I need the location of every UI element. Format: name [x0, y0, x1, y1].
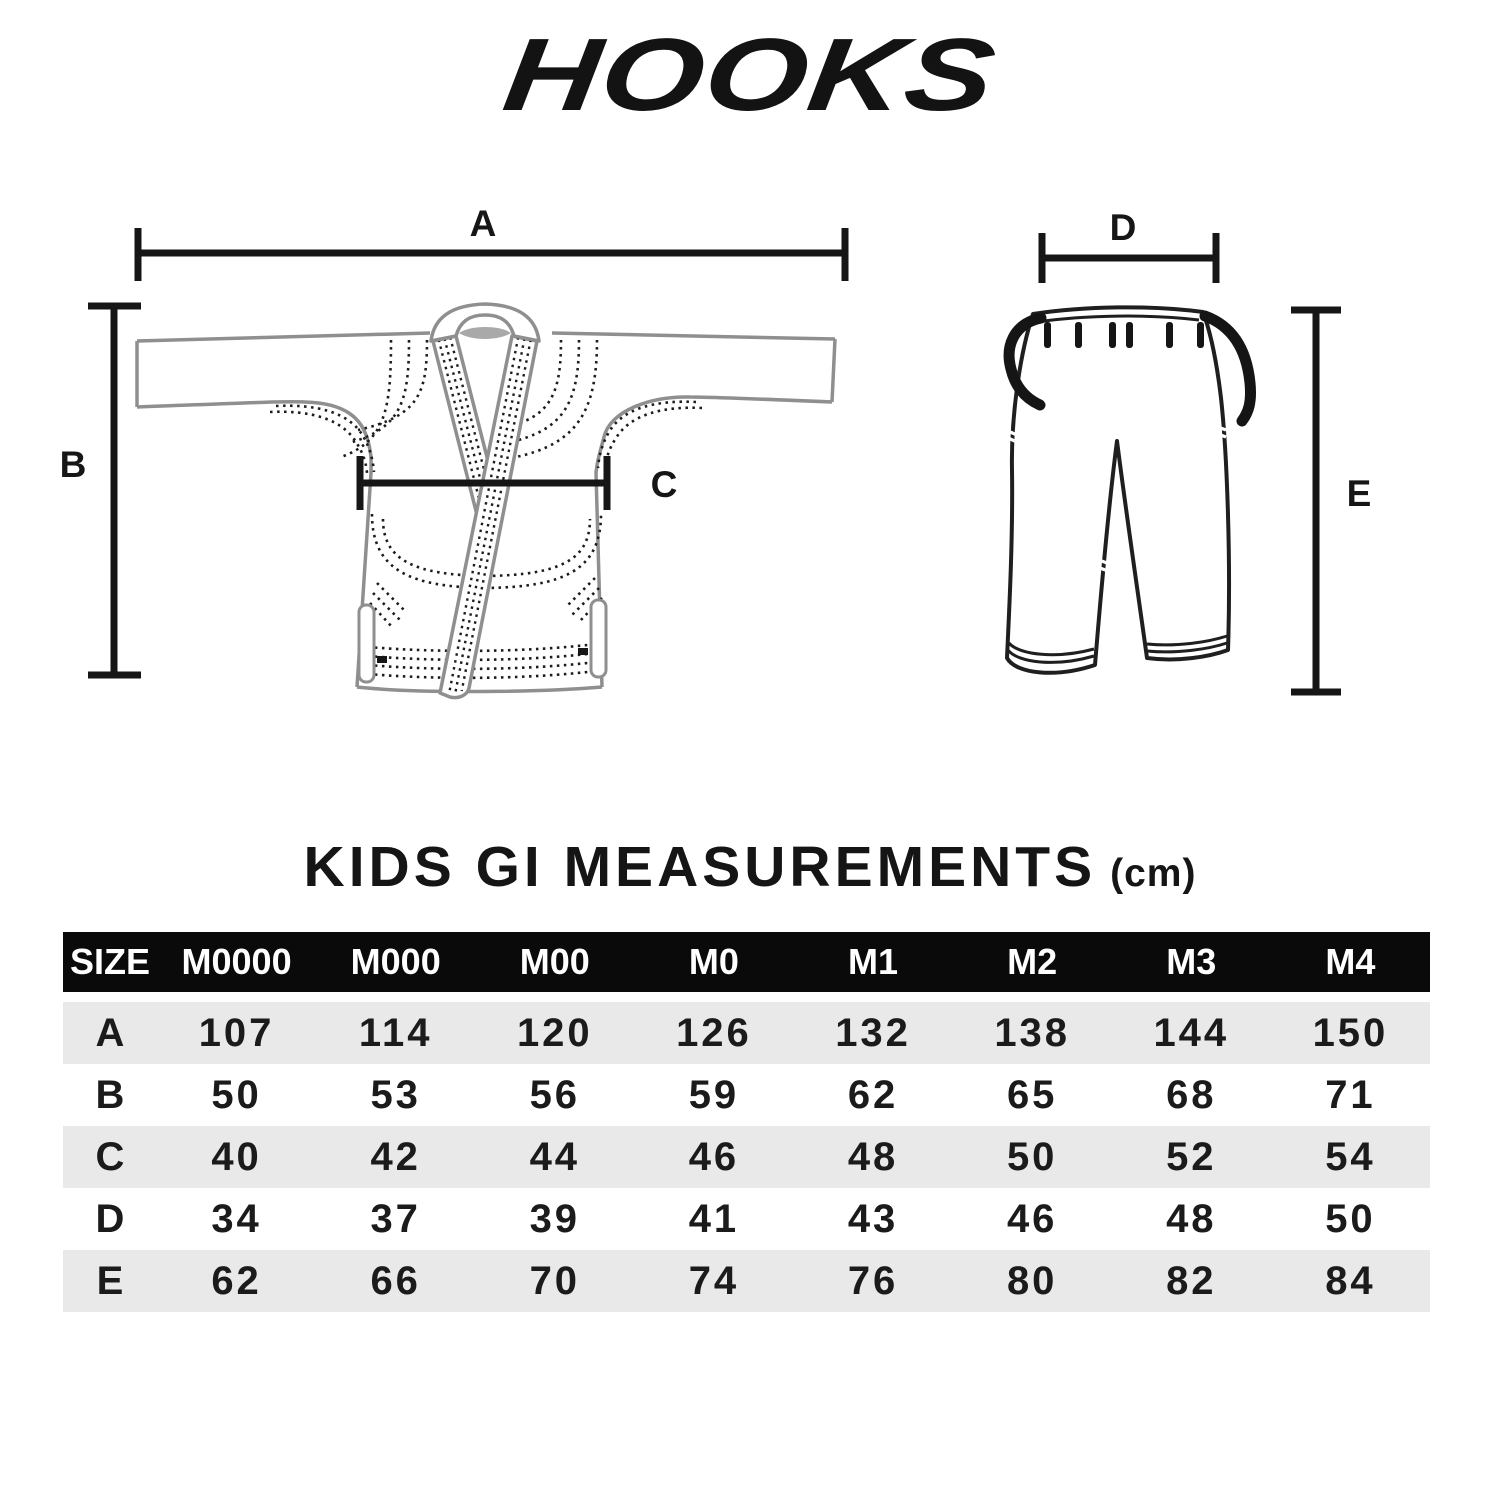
table-row [63, 1188, 1430, 1250]
cell-value: 46 [688, 1134, 740, 1179]
table-body [63, 1002, 1430, 1312]
section-title [0, 834, 1500, 900]
cell-value: 46 [1006, 1196, 1058, 1241]
cell-value: 54 [1325, 1134, 1376, 1179]
cell-value: 62 [211, 1258, 262, 1303]
col-header: M0 [688, 941, 739, 982]
col-header: M3 [1166, 941, 1217, 982]
cell-value: 74 [688, 1258, 740, 1303]
cell-value: 82 [1166, 1258, 1217, 1303]
gi-pants-drawing [1007, 307, 1251, 672]
row-label: A [95, 1010, 125, 1055]
cell-value: 59 [688, 1072, 740, 1117]
col-header: M2 [1007, 941, 1058, 982]
cell-value: 41 [688, 1196, 740, 1241]
cell-value: 80 [1006, 1258, 1058, 1303]
table-header-row [63, 932, 1430, 992]
cell-value: 43 [847, 1196, 899, 1241]
row-label: E [96, 1258, 124, 1303]
cell-value: 52 [1166, 1134, 1217, 1179]
cell-value: 132 [835, 1010, 911, 1055]
cell-value: 71 [1325, 1072, 1376, 1117]
table-row [63, 1002, 1430, 1064]
label-c: C [650, 464, 678, 505]
cell-value: 48 [847, 1134, 899, 1179]
measurement-diagram [0, 180, 1500, 740]
cell-value: 66 [370, 1258, 421, 1303]
table-row [63, 1064, 1430, 1126]
cell-value: 50 [1006, 1134, 1058, 1179]
gi-jacket-drawing [137, 304, 835, 698]
cell-value: 126 [676, 1010, 752, 1055]
col-header: M1 [848, 941, 899, 982]
cell-value: 39 [529, 1196, 581, 1241]
cell-value: 150 [1312, 1010, 1389, 1055]
label-e: E [1346, 473, 1372, 514]
cell-value: 138 [994, 1010, 1071, 1055]
cell-value: 144 [1153, 1010, 1230, 1055]
col-header: M0000 [181, 941, 292, 982]
cell-value: 120 [516, 1010, 593, 1055]
cell-value: 40 [211, 1134, 262, 1179]
col-header: M4 [1325, 941, 1376, 982]
label-d: D [1109, 207, 1137, 248]
table-row [63, 1250, 1430, 1312]
cell-value: 34 [211, 1196, 262, 1241]
cell-value: 48 [1166, 1196, 1217, 1241]
cell-value: 37 [370, 1196, 421, 1241]
cell-value: 62 [847, 1072, 899, 1117]
col-header: M000 [350, 941, 441, 982]
cell-value: 44 [529, 1134, 581, 1179]
cell-value: 107 [198, 1010, 275, 1055]
brand-logo: HOOKS [497, 17, 1003, 132]
cell-value: 76 [847, 1258, 899, 1303]
row-label: D [95, 1196, 125, 1241]
label-a: A [469, 203, 497, 244]
cell-value: 56 [529, 1072, 581, 1117]
cell-value: 68 [1166, 1072, 1217, 1117]
cell-value: 114 [358, 1010, 433, 1055]
cell-value: 70 [529, 1258, 581, 1303]
cell-value: 50 [211, 1072, 262, 1117]
label-b: B [59, 444, 87, 485]
section-title-text: KIDS GI MEASUREMENTS [303, 835, 1097, 899]
size-chart-table [63, 932, 1430, 1312]
cell-value: 84 [1325, 1258, 1376, 1303]
col-header-size: SIZE [69, 941, 150, 982]
row-label: C [95, 1134, 125, 1179]
section-title-unit: (cm) [1110, 852, 1197, 895]
table-row [63, 1126, 1430, 1188]
cell-value: 53 [370, 1072, 421, 1117]
cell-value: 65 [1006, 1072, 1058, 1117]
col-header: M00 [519, 941, 590, 982]
cell-value: 50 [1325, 1196, 1376, 1241]
cell-value: 42 [370, 1134, 421, 1179]
row-label: B [95, 1072, 125, 1117]
